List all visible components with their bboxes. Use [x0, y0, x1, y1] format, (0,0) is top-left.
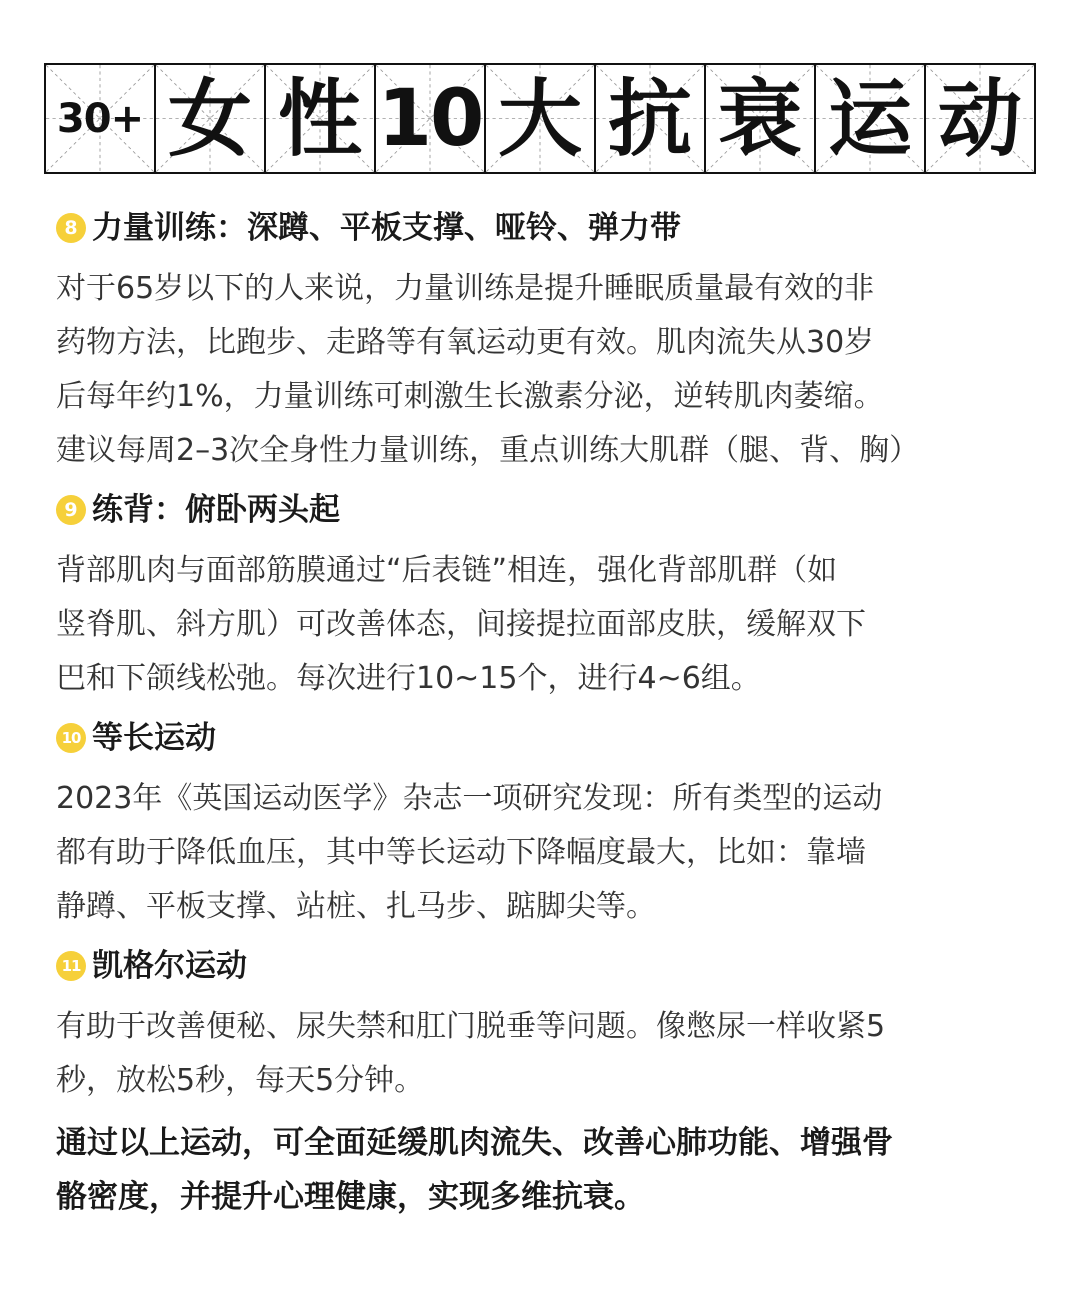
heading-text: 力量训练：深蹲、平板支撑、哑铃、弹力带	[92, 209, 681, 246]
title-cell	[706, 65, 816, 172]
title-glyph: 衰	[717, 69, 802, 168]
title-glyph: 抗	[607, 69, 692, 168]
title-cell	[926, 65, 1034, 172]
title-glyph: 10	[377, 73, 483, 164]
conclusion-text: 通过以上运动，可全面延缓肌肉流失、改善心肺功能、增强骨 骼密度，并提升心理健康，实现多维抗衰。	[56, 1125, 893, 1215]
section-back-training	[56, 482, 1046, 706]
title-cell	[46, 65, 156, 172]
section-body: 背部肌肉与面部筋膜通过“后表链”相连，强化背部肌群（如 竖脊肌、斜方肌）可改善体态，间接提拉面部皮肤，缓解双下 巴和下颌线松弛。每次进行10~15个，进行4~6组。	[56, 553, 866, 696]
title-glyph: 动	[937, 69, 1022, 168]
title-cell	[376, 65, 486, 172]
title-grid	[44, 63, 1036, 174]
title-glyph: 女	[167, 69, 252, 168]
number-badge: 9	[56, 495, 86, 525]
section-heading	[56, 482, 1046, 538]
section-heading	[56, 200, 1046, 256]
heading-text: 练背：俯卧两头起	[92, 491, 340, 528]
title-cell	[266, 65, 376, 172]
title-cell	[156, 65, 266, 172]
title-glyph: 大	[497, 69, 582, 168]
title-glyph: 性	[277, 69, 362, 168]
number-badge: 8	[56, 213, 86, 243]
title-glyph: 运	[827, 69, 912, 168]
title-cell	[486, 65, 596, 172]
title-cell	[816, 65, 926, 172]
number-badge: 11	[56, 951, 86, 981]
section-body: 有助于改善便秘、尿失禁和肛门脱垂等问题。像憋尿一样收紧5 秒，放松5秒，每天5分钟。	[56, 1009, 886, 1098]
section-body: 2023年《英国运动医学》杂志一项研究发现：所有类型的运动 都有助于降低血压，其中等长运动下降幅度最大，比如：靠墙 静蹲、平板支撑、站桩、扎马步、踮脚尖等。	[56, 781, 883, 924]
section-body: 对于65岁以下的人来说，力量训练是提升睡眠质量最有效的非 药物方法，比跑步、走路等有氧运动更有效。肌肉流失从30岁 后每年约1%，力量训练可刺激生长激素分泌，逆转肌肉萎缩。 建议每周2–3次全身性力量训练，重点训练大肌群（腿、背、胸）	[56, 271, 920, 468]
title-cell	[596, 65, 706, 172]
section-isometric	[56, 710, 1046, 934]
section-heading	[56, 710, 1046, 766]
heading-text: 等长运动	[92, 719, 216, 756]
section-heading	[56, 938, 1046, 994]
heading-text: 凯格尔运动	[92, 947, 247, 984]
section-strength-training	[56, 200, 1046, 478]
title-glyph: 30+	[56, 95, 144, 142]
article-content	[56, 200, 1046, 1224]
section-kegel	[56, 938, 1046, 1108]
number-badge: 10	[56, 723, 86, 753]
